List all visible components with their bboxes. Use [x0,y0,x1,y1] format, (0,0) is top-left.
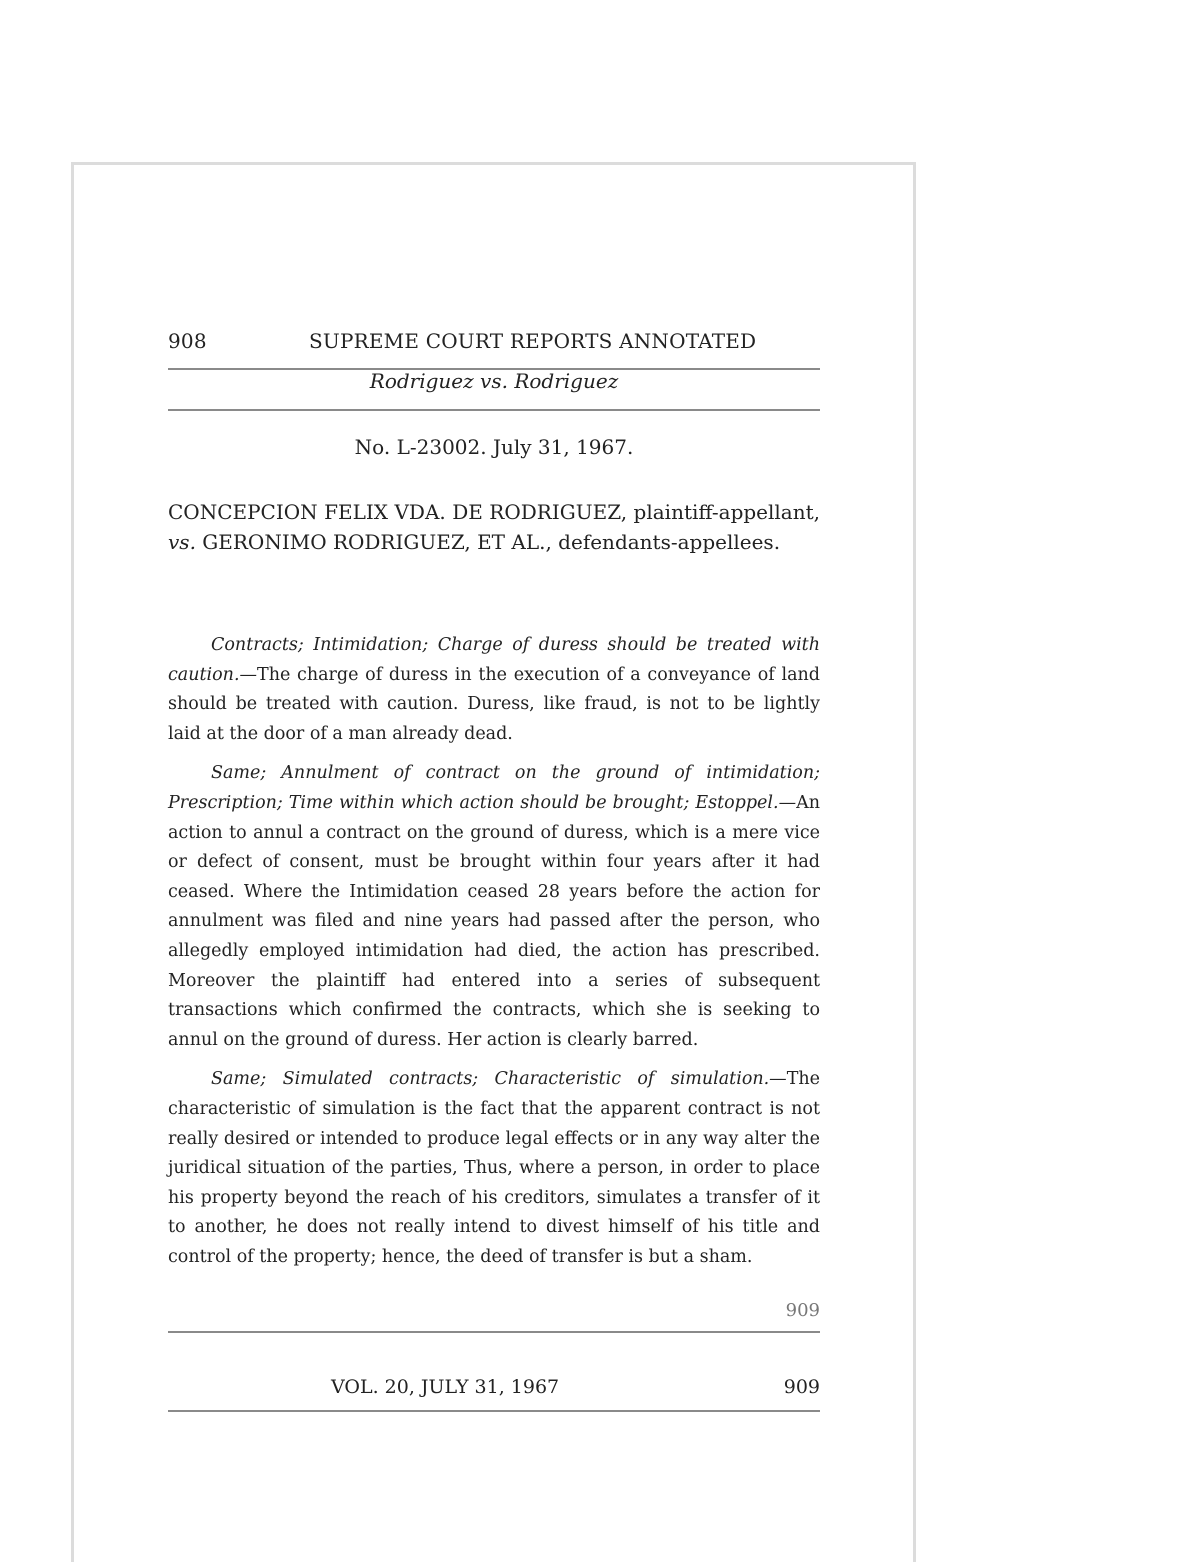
case-number-date: No. L-23002. July 31, 1967. [354,435,634,459]
next-page-header-rule [168,1410,820,1412]
plaintiff-text: CONCEPCION FELIX VDA. DE RODRIGUEZ, plaintiff-appellant, [168,500,820,524]
syllabus-keywords: Same; Simulated contracts; Characteristic of simulation.— [211,1069,787,1090]
syllabus-text: The charge of duress in the execution of a conveyance of land should be treated with caution. Duress, like fraud, is not to be lightly laid at the door of a man already dead. [168,664,820,744]
syllabus-paragraph [168,1065,820,1272]
syllabus-text: The characteristic of simulation is the fact that the apparent contract is not really desired or intended to produce legal effects or in any way alter the juridical situation of the parties, Thus, where a person, in order to place his property beyond the reach of his creditors, simulates a transfer of it to another, he does not really intend to divest himself of his title and control of the property; hence, the deed of transfer is but a sham. [168,1069,820,1267]
header-page-number: 908 [168,329,207,353]
case-caption: Rodriguez vs. Rodriguez [369,369,619,393]
syllabus-paragraph [168,759,820,1055]
syllabus-text: An action to annul a contract on the ground of duress, which is a mere vice or defect of consent, must be brought within four years after it had ceased. Where the Intimidation ceased 28 years before the action for annulment was filed and nine years had passed after the person, who allegedly employed intimidation had died, the action has prescribed. Moreover the plaintiff had entered into a series of subsequent transactions which confirmed the contracts, which she is seeking to annul on the ground of duress. Her action is clearly barred. [168,792,820,1050]
volume-line: VOL. 20, JULY 31, 1967 [331,1376,560,1398]
syllabus-keywords: Same; Annulment of contract on the ground of intimidation; Prescription; Time within which action should be brought; Estoppel.— [168,763,820,813]
header-rule-bottom [168,409,820,411]
page-break-marker: 909 [785,1300,820,1321]
defendants-text: GERONIMO RODRIGUEZ, ET AL., defendants-appellees. [202,530,781,554]
next-page-header [168,1376,820,1404]
versus-text: vs. [168,530,203,554]
page-break-rule [168,1331,820,1333]
next-page-number: 909 [783,1376,820,1398]
running-header [168,329,820,359]
syllabus-paragraph [168,631,820,749]
syllabus [168,631,820,1282]
syllabus-keywords: Contracts; Intimidation; Charge of duress should be treated with caution.— [168,635,820,685]
case-parties [168,497,820,557]
journal-title: SUPREME COURT REPORTS ANNOTATED [309,329,757,353]
